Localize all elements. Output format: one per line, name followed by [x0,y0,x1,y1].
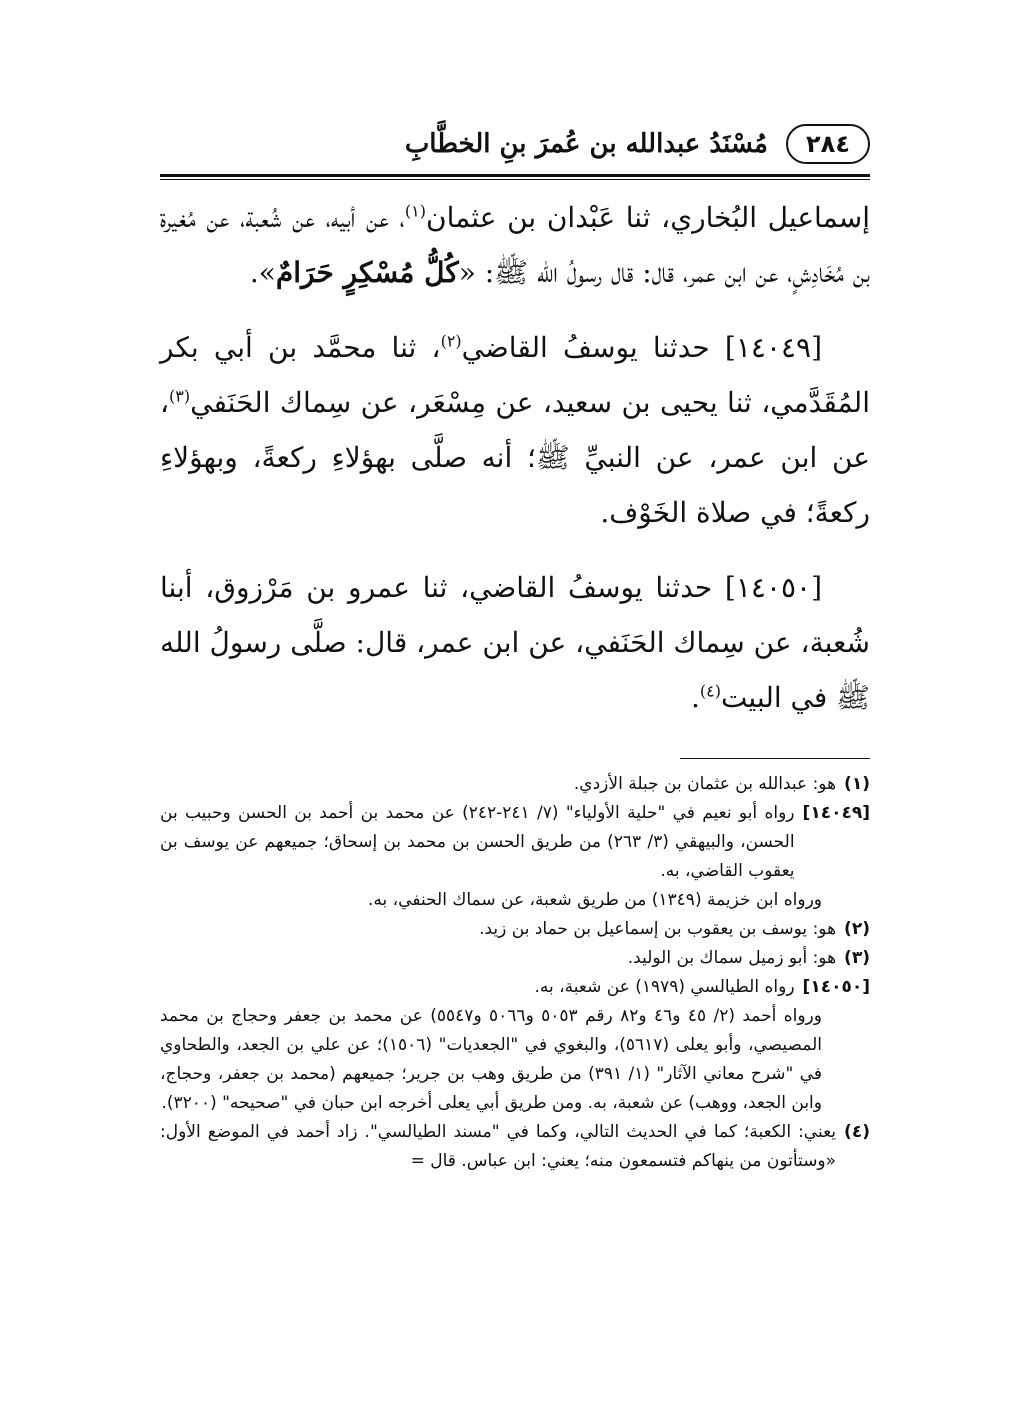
footnote-4 [160,1118,870,1176]
footnote-14049 [160,799,870,886]
footnote-label: (١) [844,774,870,794]
footnote-text: هو: يوسف بن يعقوب بن إسماعيل بن حماد بن زيد. [479,919,837,939]
footnote-text: ورواه أحمد (٢/ ٤٥ و٤٦ و٨٢ رقم ٥٠٥٣ و٥٠٦٦ و٥٥٤٧) عن محمد بن جعفر وحجاج بن محمد المصيصي، وأبو يعلى (٥٦١٧)، والبغوي في "الجعديات" (١٥٠٦)؛ عن علي بن الجعد، والطحاوي في "شرح معاني الآثار" (١/ ٣٩١) من طريق وهب بن جرير؛ جميعهم (محمد بن جعفر، وحجاج، وابن الجعد، ووهب) عن شعبة، به. ومن طريق أبي يعلى أخرجه ابن حبان في "صحيحه" (٣٢٠٠). [160,1006,823,1113]
hadith-number: [١٤٠٥٠] [724,571,822,604]
footnote-label: (٢) [844,919,870,939]
footnote-text: هو: أبو زميل سماك بن الوليد. [627,948,837,968]
header-rule [160,174,870,177]
footnote-ref: (٣) [169,386,191,406]
hadith-text: كُلُّ مُسْكِرٍ حَرَامٌ [275,256,459,289]
para-text: إسماعيل البُخاري، ثنا عَبْدان بن عثمان [426,201,870,234]
footnote-3 [160,944,870,973]
footnote-ref: (١) [404,201,426,221]
footnote-text: ورواه ابن خزيمة (١٣٤٩) من طريق شعبة، عن سماك الحنفي، به. [368,890,822,910]
footnote-label: [١٤٠٥٠] [802,977,870,997]
paragraph-continuation [160,190,870,300]
footnote-2 [160,915,870,944]
footnote-label: (٤) [844,1122,870,1142]
footnote-ref: (٢) [440,331,462,351]
page-number: ٢٨٤ [786,124,870,164]
para-text: ». [249,256,276,289]
footnote-label: (٣) [844,948,870,968]
footnote-text: رواه الطيالسي (١٩٧٩) عن شعبة، به. [534,977,795,997]
hadith-number: [١٤٠٤٩] [724,331,822,364]
para-text: . [690,681,700,714]
para-text: حدثنا يوسفُ القاضي [461,331,725,364]
footnote-14050 [160,973,870,1002]
running-title: مُسْنَدُ عبدالله بن عُمرَ بنِ الخطَّابِ [404,129,768,159]
page-header [160,118,870,170]
header-rule-thin [160,179,870,180]
para-text: ، عن ابن عمر، عن النبيِّ ﷺ؛ أنه صلَّى بهؤلاءِ ركعةً، وبهؤلاءِ ركعةً؛ في صلاة الخَوْف. [160,386,870,529]
footnote-1 [160,770,870,799]
main-text [160,190,870,745]
para-text: حدثنا يوسفُ القاضي، ثنا عمرو بن مَرْزوق، أبنا شُعبة، عن سِماك الحَنَفي، عن ابن عمر، قال: صلَّى رسولُ الله ﷺ في البيت [160,571,870,714]
para-text: ، ثنا محمَّد بن أبي بكر المُقَدَّمي، ثنا يحيى بن سعيد، عن مِسْعَر، عن سِماك الحَنَفي [160,331,870,419]
footnote-separator [680,758,870,759]
footnote-ref: (٤) [699,681,721,701]
para-text: ، عن أبيه، عن شُعبة، عن مُغيرة بن مُخَادِشٍ، عن ابن عمر، قال: قال رسولُ الله ﷺ: « [160,201,870,289]
footnote-label: [١٤٠٤٩] [802,803,870,823]
hadith-14050 [160,560,870,725]
hadith-14049 [160,320,870,540]
footnote-text: هو: عبدالله بن عثمان بن جبلة الأزدي. [573,774,837,794]
footnotes [160,770,870,1176]
footnote-text: رواه أبو نعيم في "حلية الأولياء" (٧/ ٢٤١-٢٤٢) عن محمد بن أحمد بن الحسن وحبيب بن الحسن، والبيهقي (٣/ ٢٦٣) من طريق الحسن بن محمد بن إسحاق؛ جميعهم عن يوسف بن يعقوب القاضي، به. [160,803,795,881]
footnote-text: يعني: الكعبة؛ كما في الحديث التالي، وكما في "مسند الطيالسي". زاد أحمد في الموضع الأول: «وستأتون من ينهاكم فتسمعون منه؛ يعني: ابن عباس. قال = [160,1122,837,1171]
